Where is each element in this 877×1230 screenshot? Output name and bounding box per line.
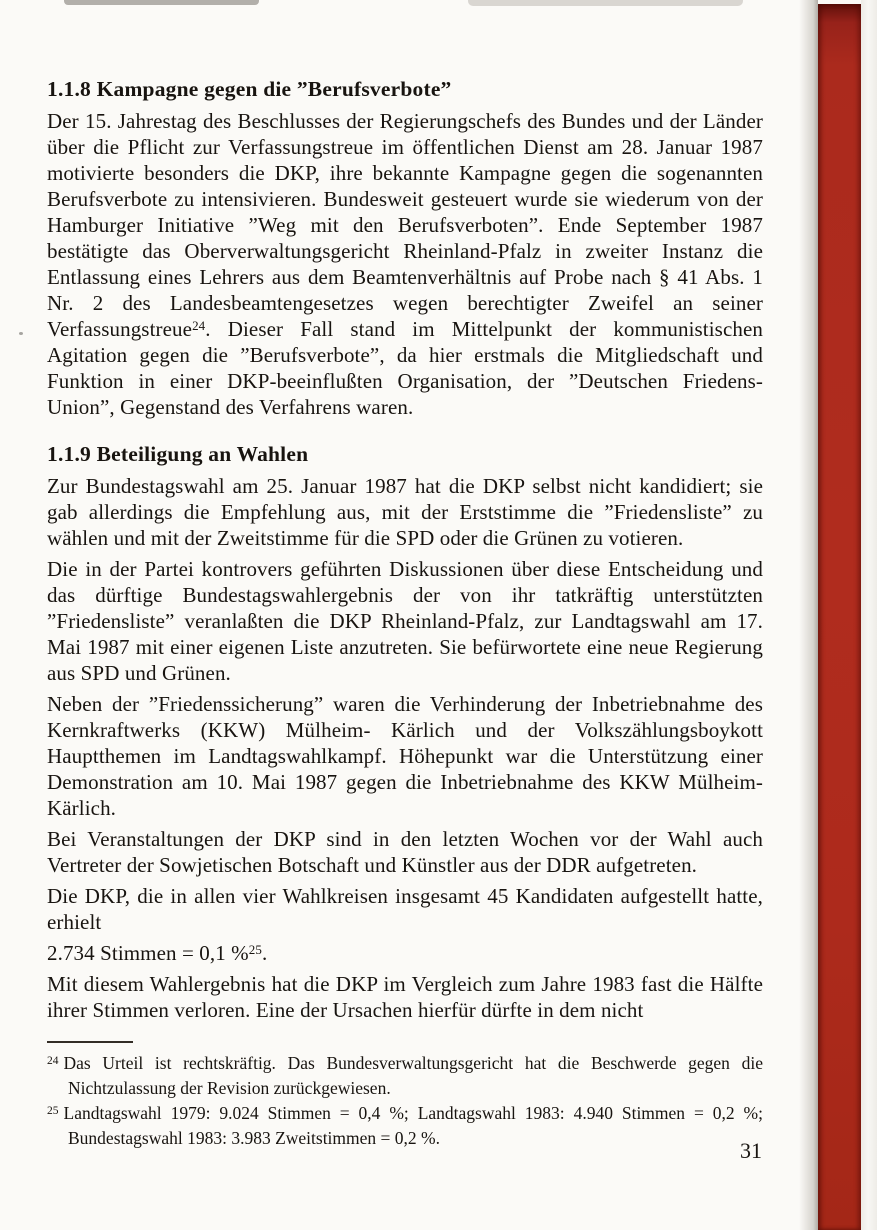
scan-smudge <box>64 0 259 5</box>
paragraph: Mit diesem Wahlergebnis hat die DKP im Vergleich zum Jahre 1983 fast die Hälfte ihrer Stimmen verloren. Eine der Ursachen hierfür dürfte in dem nicht <box>47 972 763 1022</box>
footnote-marker: 24 <box>47 1055 59 1067</box>
paragraph: Bei Veranstaltungen der DKP sind in den letzten Wochen vor der Wahl auch Vertreter der Sowjetischen Botschaft und Künstler aus der DDR aufgetreten. <box>47 827 763 877</box>
scan-smudge <box>468 0 743 6</box>
page-edge-shadow <box>799 0 818 1230</box>
paragraph-text: . <box>261 941 268 965</box>
paragraph-text: Der 15. Jahrestag des Beschlusses der Regierungschefs des Bundes und der Länder über die Pflicht zur Verfassungstreue im öffentlichen Dienst am 28. Januar 1987 motivierte besonders die DKP, ihre bekannte Kampagne gegen die sogenannten Berufsverbote zu intensivieren. Bundesweit gesteuert wurde sie wiederum von der Hamburger Initiative ”Weg mit den Berufsverboten”. Ende September 1987 bestätigte das Oberverwaltungsgericht Rheinland-Pfalz in zweiter Instanz die Entlassung eines Lehrers aus dem Beamtenverhältnis auf Probe nach § 41 Abs. 1 Nr. 2 des Landesbeamtengesetzes wegen berechtigter Zweifel an seiner Verfassungstreue <box>47 109 763 341</box>
paragraph: Neben der ”Friedenssicherung” waren die Verhinderung der Inbetriebnahme des Kernkraftwerks (KKW) Mülheim- Kärlich und der Volkszählungsboykott Hauptthemen im Landtagswahlkampf. Höhepunkt war die Unterstützung einer Demonstration am 10. Mai 1987 gegen die Inbetriebnahme des KKW Mülheim-Kärlich. <box>47 692 763 820</box>
section-heading-1-1-8: 1.1.8 Kampagne gegen die ”Berufsverbote” <box>47 77 452 101</box>
paragraph-vote-result <box>47 940 763 966</box>
text-column <box>47 76 763 1151</box>
paragraph-text: . Dieser Fall stand im Mittelpunkt der kommunistischen Agitation gegen die ”Berufsverbote”, da hier erstmals die Mitgliedschaft und Funktion in einer DKP-beeinflußten Organisation, der ”Deutschen Friedens-Union”, Gegenstand des Verfahrens waren. <box>47 317 763 419</box>
scan-outer-margin <box>861 0 877 1230</box>
footnote-25 <box>47 1101 763 1151</box>
footnote-text: Das Urteil ist rechtskräftig. Das Bundesverwaltungsgericht hat die Beschwerde gegen die Nichtzulassung der Revision zurückgewiesen. <box>63 1053 763 1098</box>
scan-speck <box>19 332 23 335</box>
footnote-marker: 25 <box>47 1105 59 1117</box>
paragraph-text: 2.734 Stimmen = 0,1 % <box>47 941 249 965</box>
book-cover-stripe <box>818 4 861 1230</box>
paragraph: Die in der Partei kontrovers geführten Diskussionen über diese Entscheidung und das dürftige Bundestagswahlergebnis der von ihr tatkräftig unterstützten ”Friedensliste” veranlaßten die DKP Rheinland-Pfalz, zur Landtagswahl am 17. Mai 1987 mit einer eigenen Liste anzutreten. Sie befürwortete eine neue Regierung aus SPD und Grünen. <box>47 557 763 685</box>
footnote-text: Landtagswahl 1979: 9.024 Stimmen = 0,4 %; Landtagswahl 1983: 4.940 Stimmen = 0,2 %; Bundestagswahl 1983: 3.983 Zweitstimmen = 0,2 %. <box>63 1103 763 1148</box>
footnote-24 <box>47 1051 763 1101</box>
paragraph: Die DKP, die in allen vier Wahlkreisen insgesamt 45 Kandidaten aufgestellt hatte, erhielt <box>47 884 763 934</box>
footnote-ref-24: 24 <box>192 318 206 333</box>
footnote-separator-rule <box>47 1041 133 1043</box>
page-number: 31 <box>740 1138 762 1163</box>
paragraph <box>47 108 763 420</box>
section-heading-1-1-9: 1.1.9 Beteiligung an Wahlen <box>47 442 309 466</box>
footnote-ref-25: 25 <box>248 942 262 957</box>
paragraph: Zur Bundestagswahl am 25. Januar 1987 hat die DKP selbst nicht kandidiert; sie gab allerdings die Empfehlung aus, mit der Erststimme die ”Friedensliste” zu wählen und mit der Zweitstimme für die SPD oder die Grünen zu votieren. <box>47 474 763 550</box>
